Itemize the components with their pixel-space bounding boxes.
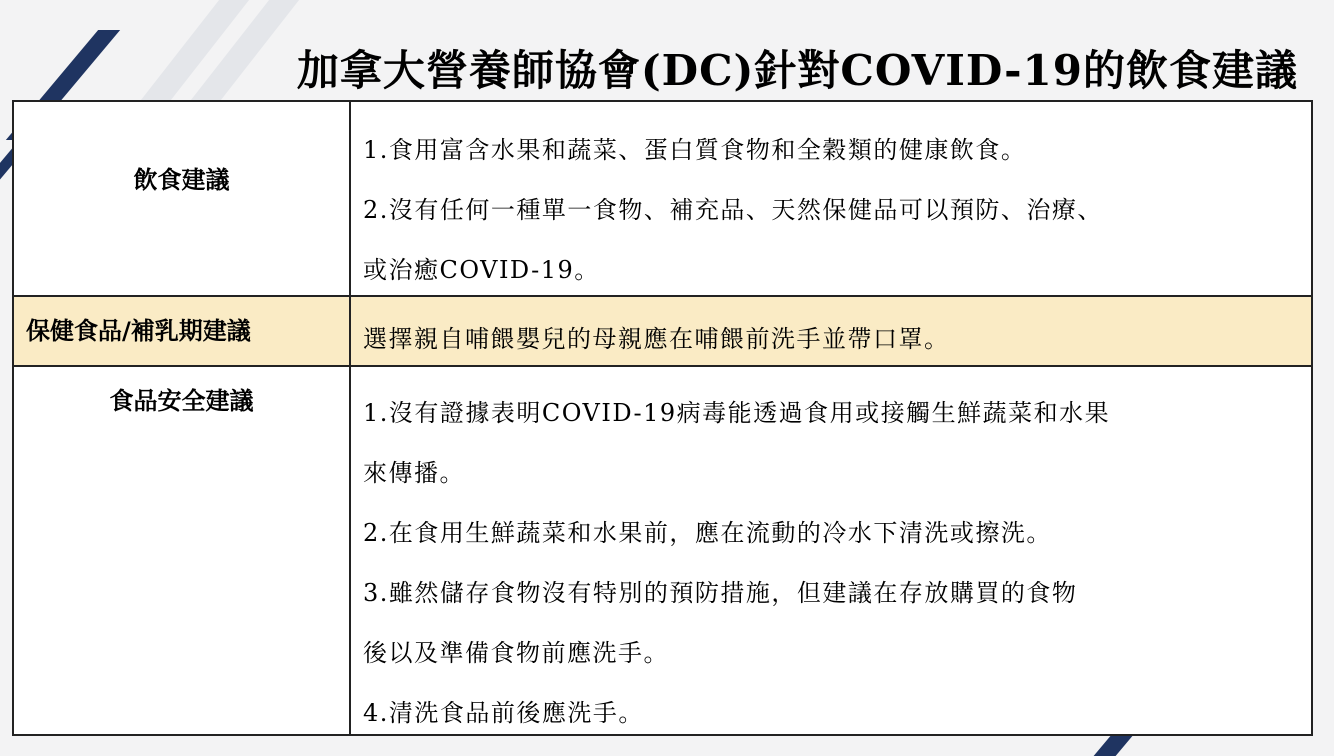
content-line: 2.沒有任何一種單一食物、補充品、天然保健品可以預防、治療、 <box>363 196 1103 224</box>
row-label-text: 保健食品/補乳期建議 <box>26 317 251 345</box>
advice-table <box>12 100 1313 736</box>
page-title: 加拿大營養師協會(DC)針對COVID-19的飲食建議 <box>296 46 1298 95</box>
row-label-text: 食品安全建議 <box>109 387 254 415</box>
content-line: 後以及準備食物前應洗手。 <box>363 639 669 667</box>
row-content-food-safety <box>353 367 1311 734</box>
row-content-diet <box>353 102 1311 295</box>
row-label-supplements <box>14 297 351 367</box>
table-row <box>14 102 1311 295</box>
content-line: 或治癒COVID-19。 <box>363 256 600 284</box>
row-label-text: 飲食建議 <box>133 166 230 194</box>
table-row <box>14 365 1311 734</box>
row-label-food-safety <box>14 367 351 734</box>
row-label-diet <box>14 102 351 295</box>
table-row <box>14 295 1311 367</box>
row-content-supplements <box>353 297 1311 367</box>
content-line: 3.雖然儲存食物沒有特別的預防措施，但建議在存放購買的食物 <box>363 579 1078 607</box>
content-line: 2.在食用生鮮蔬菜和水果前，應在流動的冷水下清洗或擦洗。 <box>363 519 1052 547</box>
accent-stripe-bottom-right <box>1094 736 1133 756</box>
content-line: 選擇親自哺餵嬰兒的母親應在哺餵前洗手並帶口罩。 <box>363 325 950 353</box>
content-line: 1.沒有證據表明COVID-19病毒能透過食用或接觸生鮮蔬菜和水果 <box>363 399 1111 427</box>
content-line: 1.食用富含水果和蔬菜、蛋白質食物和全穀類的健康飲食。 <box>363 136 1027 164</box>
content-line: 4.清洗食品前後應洗手。 <box>363 699 644 727</box>
content-line: 來傳播。 <box>363 459 465 487</box>
